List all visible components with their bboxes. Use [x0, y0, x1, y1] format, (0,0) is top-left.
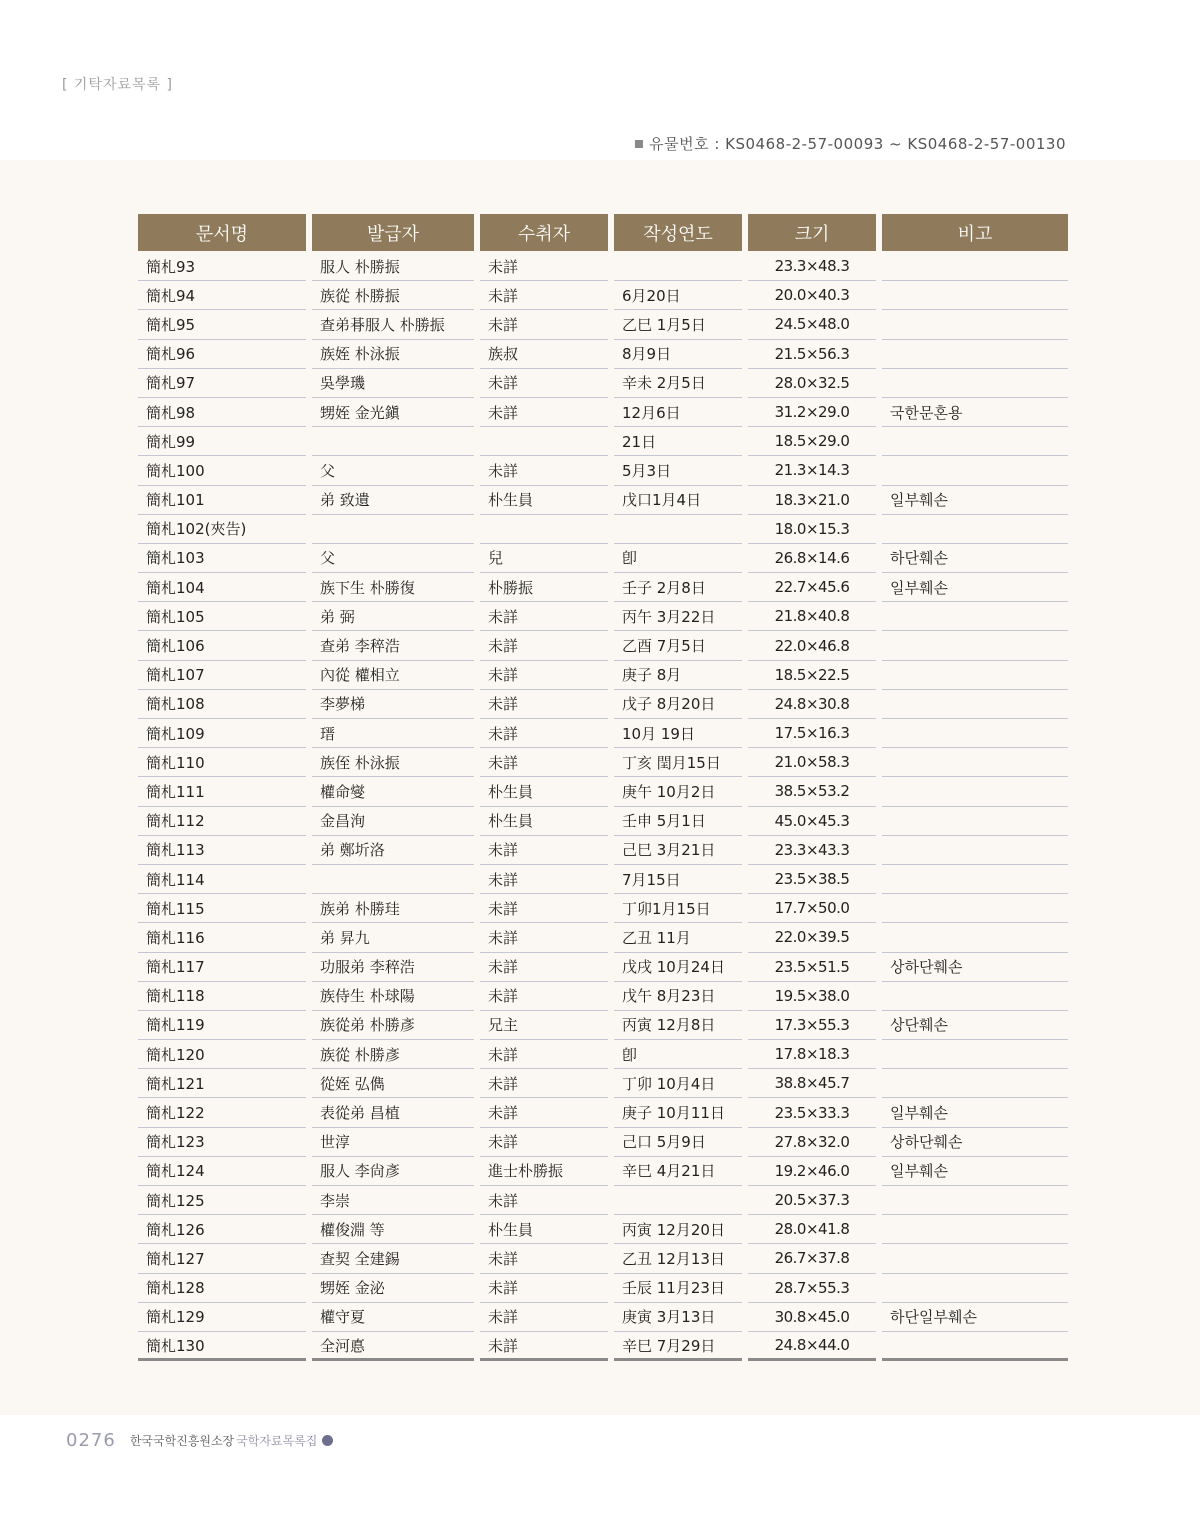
cell-size: 17.5×16.3	[748, 719, 876, 748]
cell-recipient: 進士朴勝振	[480, 1157, 608, 1186]
cell-title: 簡札105	[138, 602, 306, 631]
table-row	[138, 427, 1068, 456]
cell-note	[882, 865, 1068, 894]
cell-date: 戊子 8月20日	[614, 690, 742, 719]
column-header-recipient: 수취자	[480, 214, 608, 251]
cell-size: 28.0×32.5	[748, 369, 876, 398]
cell-date: 己巳 3月21日	[614, 836, 742, 865]
cell-recipient: 未詳	[480, 982, 608, 1011]
cell-title: 簡札102(夾告)	[138, 515, 306, 544]
cell-size: 22.7×45.6	[748, 573, 876, 602]
section-label: [ 기탁자료목록 ]	[62, 77, 173, 93]
table-row	[138, 544, 1068, 573]
cell-date	[614, 1186, 742, 1215]
cell-note	[882, 1040, 1068, 1069]
cell-issuer: 表從弟 昌植	[312, 1098, 474, 1127]
cell-date: 12月6日	[614, 398, 742, 427]
cell-title: 簡札118	[138, 982, 306, 1011]
cell-issuer: 族從 朴勝振	[312, 281, 474, 310]
cell-issuer	[312, 865, 474, 894]
cell-size: 18.0×15.3	[748, 515, 876, 544]
cell-note	[882, 310, 1068, 339]
cell-date: 庚寅 3月13日	[614, 1303, 742, 1332]
cell-issuer: 父	[312, 544, 474, 573]
cell-date: 壬申 5月1日	[614, 807, 742, 836]
cell-size: 23.5×33.3	[748, 1098, 876, 1127]
cell-title: 簡札124	[138, 1157, 306, 1186]
cell-recipient: 未詳	[480, 1332, 608, 1361]
table-row	[138, 865, 1068, 894]
cell-recipient: 未詳	[480, 690, 608, 719]
cell-note	[882, 631, 1068, 660]
cell-recipient: 族叔	[480, 340, 608, 369]
table-row	[138, 1157, 1068, 1186]
cell-issuer: 李崇	[312, 1186, 474, 1215]
cell-title: 簡札98	[138, 398, 306, 427]
cell-title: 簡札128	[138, 1274, 306, 1303]
cell-title: 簡札130	[138, 1332, 306, 1361]
cell-size: 17.8×18.3	[748, 1040, 876, 1069]
table-row	[138, 1215, 1068, 1244]
cell-title: 簡札112	[138, 807, 306, 836]
cell-recipient: 未詳	[480, 1128, 608, 1157]
cell-note	[882, 777, 1068, 806]
cell-issuer: 族侍生 朴球陽	[312, 982, 474, 1011]
cell-recipient: 未詳	[480, 1244, 608, 1273]
cell-size: 45.0×45.3	[748, 807, 876, 836]
cell-issuer	[312, 427, 474, 456]
cell-size: 20.5×37.3	[748, 1186, 876, 1215]
cell-size: 17.3×55.3	[748, 1011, 876, 1040]
cell-note	[882, 1332, 1068, 1361]
id-range-text: 유물번호 : KS0468-2-57-00093 ~ KS0468-2-57-00130	[649, 135, 1066, 153]
cell-issuer: 弟 昇九	[312, 923, 474, 952]
cell-note	[882, 369, 1068, 398]
table-row	[138, 1011, 1068, 1040]
cell-size: 20.0×40.3	[748, 281, 876, 310]
cell-recipient	[480, 427, 608, 456]
cell-date: 辛未 2月5日	[614, 369, 742, 398]
cell-issuer: 李夢梯	[312, 690, 474, 719]
cell-recipient: 未詳	[480, 1274, 608, 1303]
column-header-title: 문서명	[138, 214, 306, 251]
cell-recipient: 朴勝振	[480, 573, 608, 602]
cell-date: 庚子 8月	[614, 661, 742, 690]
cell-recipient: 朴生員	[480, 486, 608, 515]
cell-recipient: 未詳	[480, 281, 608, 310]
cell-issuer: 族從 朴勝彥	[312, 1040, 474, 1069]
cell-recipient: 未詳	[480, 369, 608, 398]
cell-recipient: 未詳	[480, 865, 608, 894]
page-footer	[66, 1430, 333, 1451]
cell-issuer: 功服弟 李稡浩	[312, 953, 474, 982]
cell-recipient: 未詳	[480, 398, 608, 427]
cell-title: 簡札97	[138, 369, 306, 398]
cell-date: 21日	[614, 427, 742, 456]
cell-note	[882, 456, 1068, 485]
cell-date: 庚子 10月11日	[614, 1098, 742, 1127]
cell-note: 일부훼손	[882, 486, 1068, 515]
cell-date: 5月3日	[614, 456, 742, 485]
cell-date: 辛巳 4月21日	[614, 1157, 742, 1186]
cell-recipient: 未詳	[480, 894, 608, 923]
cell-note: 상단훼손	[882, 1011, 1068, 1040]
cell-size: 18.5×22.5	[748, 661, 876, 690]
cell-date: 辛巳 7月29日	[614, 1332, 742, 1361]
cell-issuer: 金昌洵	[312, 807, 474, 836]
cell-recipient: 未詳	[480, 836, 608, 865]
cell-title: 簡札109	[138, 719, 306, 748]
cell-size: 27.8×32.0	[748, 1128, 876, 1157]
cell-issuer: 權命燮	[312, 777, 474, 806]
cell-date: 丁亥 閏月15日	[614, 748, 742, 777]
table-row	[138, 836, 1068, 865]
cell-size: 28.7×55.3	[748, 1274, 876, 1303]
cell-date: 乙巳 1月5日	[614, 310, 742, 339]
table-row	[138, 1098, 1068, 1127]
cell-recipient: 未詳	[480, 252, 608, 281]
catalog-table	[138, 214, 1068, 1361]
table-body	[138, 252, 1068, 1361]
cell-date: 戊午 8月23日	[614, 982, 742, 1011]
id-range	[635, 133, 1066, 154]
column-header-date: 작성연도	[614, 214, 742, 251]
cell-title: 簡札95	[138, 310, 306, 339]
cell-title: 簡札129	[138, 1303, 306, 1332]
cell-date: 卽	[614, 1040, 742, 1069]
cell-recipient: 未詳	[480, 456, 608, 485]
cell-title: 簡札104	[138, 573, 306, 602]
cell-issuer: 從姪 弘儁	[312, 1069, 474, 1098]
cell-size: 21.0×58.3	[748, 748, 876, 777]
cell-size: 19.2×46.0	[748, 1157, 876, 1186]
table-row	[138, 982, 1068, 1011]
table-header	[138, 214, 1068, 251]
cell-size: 31.2×29.0	[748, 398, 876, 427]
table-row	[138, 1186, 1068, 1215]
cell-note	[882, 836, 1068, 865]
cell-issuer: 弟 致遺	[312, 486, 474, 515]
cell-issuer: 服人 李尙彥	[312, 1157, 474, 1186]
cell-recipient: 朴生員	[480, 807, 608, 836]
cell-recipient: 未詳	[480, 953, 608, 982]
cell-size: 30.8×45.0	[748, 1303, 876, 1332]
cell-note	[882, 252, 1068, 281]
cell-size: 26.7×37.8	[748, 1244, 876, 1273]
cell-date: 壬辰 11月23日	[614, 1274, 742, 1303]
cell-recipient: 未詳	[480, 923, 608, 952]
cell-title: 簡札94	[138, 281, 306, 310]
cell-size: 23.3×48.3	[748, 252, 876, 281]
cell-recipient: 朴生員	[480, 1215, 608, 1244]
cell-size: 23.5×38.5	[748, 865, 876, 894]
cell-issuer: 族從弟 朴勝彥	[312, 1011, 474, 1040]
cell-title: 簡札125	[138, 1186, 306, 1215]
cell-title: 簡札126	[138, 1215, 306, 1244]
cell-date: 丙寅 12月8日	[614, 1011, 742, 1040]
table-row	[138, 690, 1068, 719]
cell-note	[882, 719, 1068, 748]
table-row	[138, 661, 1068, 690]
circle-bullet-icon	[322, 1435, 333, 1446]
cell-size: 22.0×46.8	[748, 631, 876, 660]
cell-title: 簡札101	[138, 486, 306, 515]
cell-recipient: 未詳	[480, 1186, 608, 1215]
cell-issuer: 權守夏	[312, 1303, 474, 1332]
table-row	[138, 281, 1068, 310]
cell-issuer: 父	[312, 456, 474, 485]
cell-title: 簡札96	[138, 340, 306, 369]
cell-note	[882, 807, 1068, 836]
cell-issuer: 族侄 朴泳振	[312, 748, 474, 777]
table-row	[138, 515, 1068, 544]
table-row	[138, 894, 1068, 923]
cell-date: 丙午 3月22日	[614, 602, 742, 631]
cell-recipient: 未詳	[480, 1303, 608, 1332]
cell-title: 簡札103	[138, 544, 306, 573]
cell-title: 簡札113	[138, 836, 306, 865]
cell-title: 簡札120	[138, 1040, 306, 1069]
cell-title: 簡札117	[138, 953, 306, 982]
table-row	[138, 486, 1068, 515]
cell-issuer: 瑨	[312, 719, 474, 748]
cell-issuer: 權俊淵 等	[312, 1215, 474, 1244]
cell-issuer: 弟 弼	[312, 602, 474, 631]
cell-title: 簡札114	[138, 865, 306, 894]
cell-issuer: 全河悳	[312, 1332, 474, 1361]
table-row	[138, 1069, 1068, 1098]
table-row	[138, 573, 1068, 602]
cell-issuer: 甥姪 金光鎭	[312, 398, 474, 427]
cell-issuer: 弟 鄭圻洛	[312, 836, 474, 865]
cell-issuer: 查契 全建錫	[312, 1244, 474, 1273]
cell-issuer: 族弟 朴勝珪	[312, 894, 474, 923]
table-row	[138, 1274, 1068, 1303]
cell-size: 24.8×44.0	[748, 1332, 876, 1361]
cell-title: 簡札122	[138, 1098, 306, 1127]
cell-issuer: 族下生 朴勝復	[312, 573, 474, 602]
cell-issuer: 吳學璣	[312, 369, 474, 398]
table-row	[138, 631, 1068, 660]
cell-size: 38.8×45.7	[748, 1069, 876, 1098]
cell-note	[882, 1244, 1068, 1273]
cell-date: 乙丑 12月13日	[614, 1244, 742, 1273]
cell-date: 庚午 10月2日	[614, 777, 742, 806]
cell-title: 簡札108	[138, 690, 306, 719]
cell-issuer	[312, 515, 474, 544]
cell-title: 簡札99	[138, 427, 306, 456]
cell-size: 28.0×41.8	[748, 1215, 876, 1244]
cell-note: 상하단훼손	[882, 953, 1068, 982]
table-row	[138, 807, 1068, 836]
cell-size: 17.7×50.0	[748, 894, 876, 923]
cell-title: 簡札127	[138, 1244, 306, 1273]
cell-title: 簡札107	[138, 661, 306, 690]
cell-size: 24.8×30.8	[748, 690, 876, 719]
cell-note	[882, 982, 1068, 1011]
cell-note: 일부훼손	[882, 1098, 1068, 1127]
table-row	[138, 310, 1068, 339]
cell-size: 23.3×43.3	[748, 836, 876, 865]
cell-size: 21.3×14.3	[748, 456, 876, 485]
cell-note	[882, 602, 1068, 631]
table-row	[138, 252, 1068, 281]
table-row	[138, 953, 1068, 982]
cell-recipient: 兄主	[480, 1011, 608, 1040]
cell-date: 乙酉 7月5日	[614, 631, 742, 660]
table-row	[138, 602, 1068, 631]
cell-title: 簡札121	[138, 1069, 306, 1098]
table-row	[138, 1244, 1068, 1273]
cell-note	[882, 661, 1068, 690]
cell-size: 22.0×39.5	[748, 923, 876, 952]
cell-issuer: 族姪 朴泳振	[312, 340, 474, 369]
cell-note	[882, 515, 1068, 544]
cell-size: 23.5×51.5	[748, 953, 876, 982]
cell-date: 戊口1月4日	[614, 486, 742, 515]
square-bullet-icon	[635, 140, 643, 148]
cell-size: 26.8×14.6	[748, 544, 876, 573]
cell-note	[882, 1274, 1068, 1303]
table-row	[138, 369, 1068, 398]
cell-issuer: 世淳	[312, 1128, 474, 1157]
publisher: 한국국학진흥원소장	[129, 1434, 235, 1448]
cell-note	[882, 923, 1068, 952]
cell-recipient: 未詳	[480, 1069, 608, 1098]
cell-note	[882, 1215, 1068, 1244]
cell-note: 일부훼손	[882, 1157, 1068, 1186]
cell-title: 簡札110	[138, 748, 306, 777]
table-row	[138, 719, 1068, 748]
cell-recipient: 未詳	[480, 310, 608, 339]
cell-note	[882, 894, 1068, 923]
cell-date: 丁卯1月15日	[614, 894, 742, 923]
cell-note: 일부훼손	[882, 573, 1068, 602]
cell-date: 丙寅 12月20日	[614, 1215, 742, 1244]
cell-date: 7月15日	[614, 865, 742, 894]
table-row	[138, 1128, 1068, 1157]
cell-size: 38.5×53.2	[748, 777, 876, 806]
cell-date: 壬子 2月8日	[614, 573, 742, 602]
cell-recipient: 未詳	[480, 719, 608, 748]
cell-date: 卽	[614, 544, 742, 573]
cell-note	[882, 281, 1068, 310]
catalog-name: 국학자료목록집	[236, 1434, 318, 1448]
cell-date	[614, 515, 742, 544]
cell-date: 8月9日	[614, 340, 742, 369]
column-header-note: 비고	[882, 214, 1068, 251]
cell-note	[882, 1186, 1068, 1215]
column-header-issuer: 발급자	[312, 214, 474, 251]
cell-title: 簡札115	[138, 894, 306, 923]
cell-size: 18.3×21.0	[748, 486, 876, 515]
cell-title: 簡札106	[138, 631, 306, 660]
cell-note	[882, 1069, 1068, 1098]
cell-issuer: 查弟 李稡浩	[312, 631, 474, 660]
table-row	[138, 456, 1068, 485]
cell-size: 21.5×56.3	[748, 340, 876, 369]
cell-recipient: 未詳	[480, 602, 608, 631]
cell-recipient	[480, 515, 608, 544]
cell-size: 21.8×40.8	[748, 602, 876, 631]
cell-size: 19.5×38.0	[748, 982, 876, 1011]
cell-title: 簡札111	[138, 777, 306, 806]
cell-note	[882, 690, 1068, 719]
cell-date	[614, 252, 742, 281]
cell-date: 10月 19日	[614, 719, 742, 748]
table-row	[138, 1040, 1068, 1069]
cell-date: 乙丑 11月	[614, 923, 742, 952]
cell-recipient: 未詳	[480, 1098, 608, 1127]
cell-size: 24.5×48.0	[748, 310, 876, 339]
cell-note: 하단일부훼손	[882, 1303, 1068, 1332]
table-row	[138, 340, 1068, 369]
cell-title: 簡札100	[138, 456, 306, 485]
table-row	[138, 398, 1068, 427]
cell-note: 상하단훼손	[882, 1128, 1068, 1157]
cell-date: 己口 5月9日	[614, 1128, 742, 1157]
cell-note	[882, 427, 1068, 456]
cell-issuer: 服人 朴勝振	[312, 252, 474, 281]
cell-title: 簡札93	[138, 252, 306, 281]
cell-note: 하단훼손	[882, 544, 1068, 573]
cell-recipient: 未詳	[480, 748, 608, 777]
cell-title: 簡札116	[138, 923, 306, 952]
cell-recipient: 未詳	[480, 661, 608, 690]
cell-recipient: 朴生員	[480, 777, 608, 806]
cell-size: 18.5×29.0	[748, 427, 876, 456]
table-row	[138, 923, 1068, 952]
cell-note	[882, 748, 1068, 777]
cell-title: 簡札119	[138, 1011, 306, 1040]
table-row	[138, 1303, 1068, 1332]
cell-date: 丁卯 10月4日	[614, 1069, 742, 1098]
page-number: 0276	[66, 1430, 116, 1451]
cell-issuer: 查弟朞服人 朴勝振	[312, 310, 474, 339]
cell-issuer: 甥姪 金泌	[312, 1274, 474, 1303]
cell-title: 簡札123	[138, 1128, 306, 1157]
table-row	[138, 748, 1068, 777]
cell-recipient: 兒	[480, 544, 608, 573]
cell-note	[882, 340, 1068, 369]
column-header-size: 크기	[748, 214, 876, 251]
cell-recipient: 未詳	[480, 631, 608, 660]
table-row	[138, 777, 1068, 806]
cell-note: 국한문혼용	[882, 398, 1068, 427]
cell-issuer: 內從 權相立	[312, 661, 474, 690]
table-row	[138, 1332, 1068, 1361]
cell-date: 6月20日	[614, 281, 742, 310]
cell-recipient: 未詳	[480, 1040, 608, 1069]
cell-date: 戊戌 10月24日	[614, 953, 742, 982]
